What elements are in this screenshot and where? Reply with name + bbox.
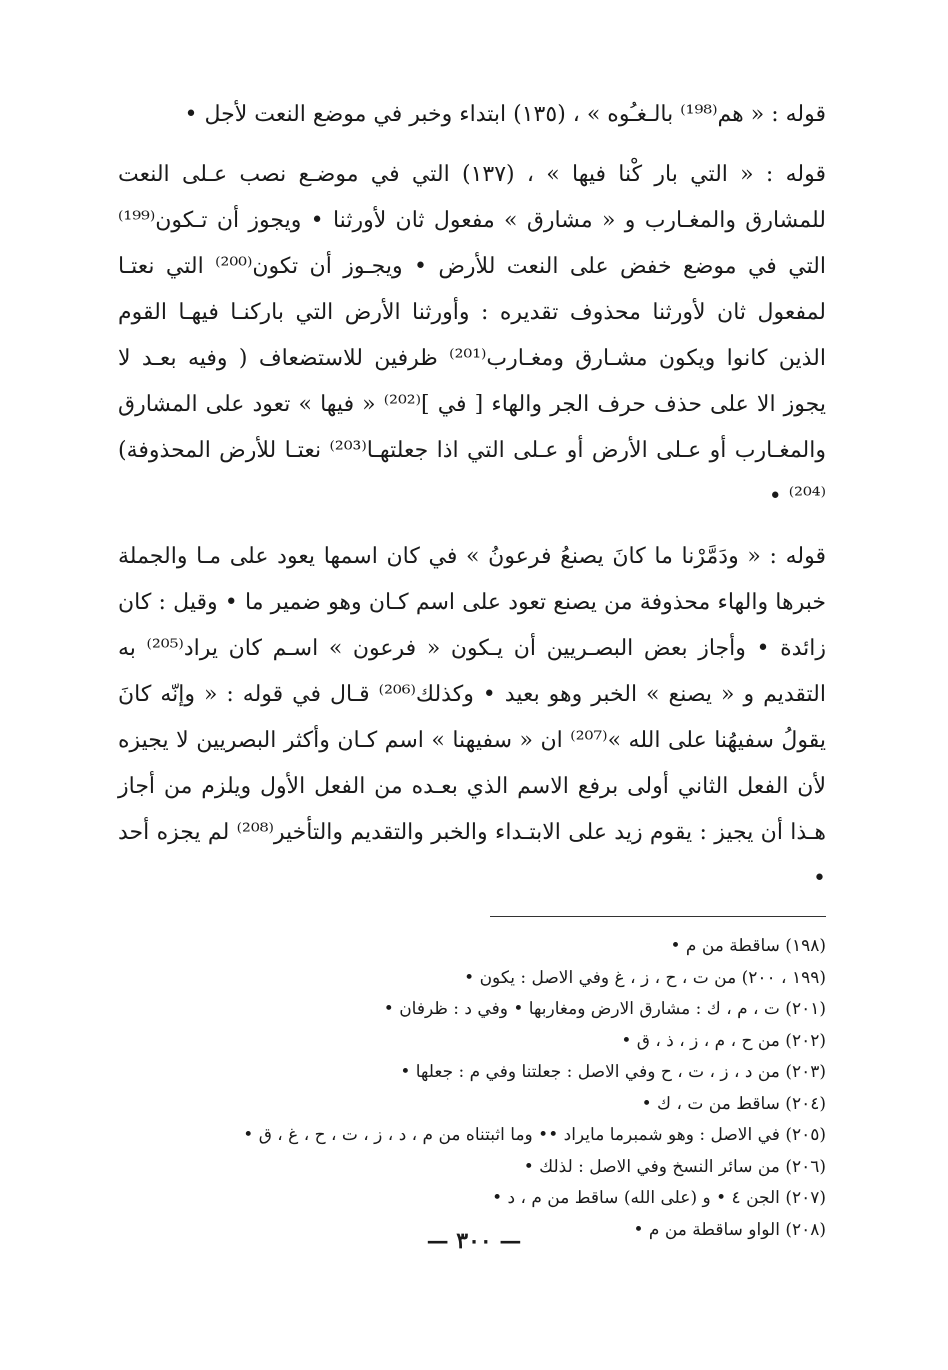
paragraph-text: قوله : « التي بار كْنا فيها » ، (١٣٧) التي في موضـع نصب عـلى النعت للمشارق والمغـارب و « مشارق » مفعول ثان لأورثنا • ويجوز أن تـكون⁽¹⁹⁹⁾ التي في موضع خفض على النعت للأرض • ويجـوز أن تكون⁽²⁰⁰⁾ التي نعتـا لمفعول ثان لأورثنا محذوف تقديره : وأورثنا الأرض التي باركنـا فيهـا القوم الذين كانوا ويكون مشـارق ومغـارب⁽²⁰¹⁾ ظرفين للاستضعاف ( وفيه بعـد لا يجوز الا على حذف حرف الجر والهاء [ في ]⁽²⁰²⁾ « فيها » تعود على المشارق والمغـارب أو عـلى الأرض أو عـلى التي اذا جعلتهـا⁽²⁰³⁾ نعتـا للأرض المحذوفة)⁽²⁰⁴⁾ • — [118, 162, 826, 509]
footnote-item: (٢٠٧) الجن ٤ • و (على الله) ساقط من م ، د • — [492, 1188, 826, 1208]
footnote-item: (٢٠٣) من د ، ز ، ت ، ح وفي الاصل : جعلتنا وفي م : جعلها • — [400, 1062, 826, 1082]
footnote-item: (٢٠٢) من ح ، م ، ز ، ذ ، ق • — [621, 1030, 826, 1051]
footnote-item: (٢٠٨) الواو ساقطة من م • — [633, 1219, 826, 1240]
paragraph-1 — [118, 92, 826, 138]
page-number: — ٣٠٠ — — [426, 1228, 522, 1254]
footnote-item: (١٩٩ ، ٢٠٠) من ت ، ح ، ز ، غ وفي الاصل : يكون • — [464, 967, 826, 988]
footnote-item: (٢٠٦) من سائر النسخ وفي الاصل : لذلك • — [523, 1156, 826, 1177]
paragraph-text: قوله : « هم⁽¹⁹⁸⁾ بالـغـُوه » ، (١٣٥) ابتداء وخبر في موضع النعت لأجل • — [184, 102, 826, 127]
footnotes-list — [118, 931, 826, 1246]
paragraph-3 — [118, 534, 826, 902]
footnote-item: (٢٠٤) ساقط من ت ، ك • — [641, 1093, 826, 1114]
footnote-item: (١٩٨) ساقطة من م • — [670, 936, 826, 956]
paragraph-2 — [118, 152, 826, 520]
footnote-divider — [490, 916, 826, 917]
footnote-item: (٢٠١) ت ، م ، ك : مشارق الارض ومغاربها • وفي د : ظرفان • — [383, 999, 826, 1019]
paragraph-text: قوله : « ودَمَّرْنا ما كانَ يصنعُ فرعونُ » في كان اسمها يعود على مـا والجملة خبرها والهاء محذوفة من يصنع تعود على اسم كـان وهو ضمير ما • وقيل : كان زائدة • وأجاز بعض البصـريين أن يـكون « فرعون » اسـم كان يراد⁽²⁰⁵⁾ به التقديم و « يصنع » الخبر وهو بعيد • وكذلك⁽²⁰⁶⁾ قـال في قوله : « وإنّه كانَ يقولُ سفيهُنا على الله »⁽²⁰⁷⁾ ان « سفيهنا » اسم كـان وأكثر البصريين لا يجيزه لأن الفعل الثاني أولى برفع الاسم الذي بعـده من الفعل الأول ويلزم من أجاز هـذا أن يجيز : يقوم زيد على الابتـداء والخبر والتقديم والتأخير⁽²⁰⁸⁾ لم يجزه أحد • — [118, 544, 827, 891]
footnote-item: (٢٠٥) في الاصل : وهو شمبرما مايراد •• وما اثبتناه من م ، د ، ز ، ت ، ح ، غ ، ق • — [243, 1125, 826, 1145]
